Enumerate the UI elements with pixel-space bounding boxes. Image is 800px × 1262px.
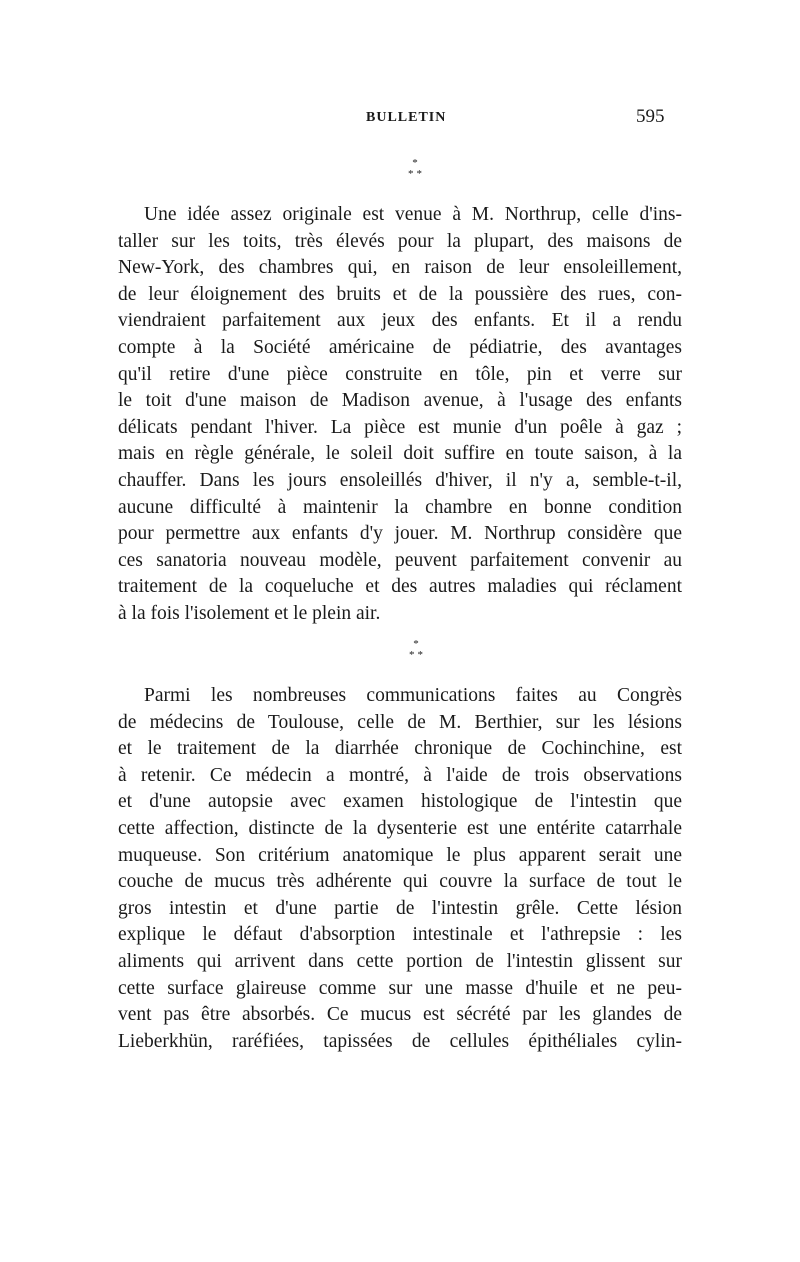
- text-line: gros intestin et d'une partie de l'intestin grêle. Cette lésion: [118, 897, 682, 919]
- text-line: aucune difficulté à maintenir la chambre en bonne condition: [118, 496, 682, 518]
- paragraph-berthier: [118, 683, 682, 1055]
- text-line: à retenir. Ce médecin a montré, à l'aide de trois observations: [118, 764, 682, 786]
- paragraph-northrup: [118, 202, 682, 628]
- text-line: explique le défaut d'absorption intestinale et l'athrepsie : les: [118, 924, 682, 946]
- text-line: viendraient parfaitement aux jeux des enfants. Et il a rendu: [118, 310, 682, 332]
- text-line: pour permettre aux enfants d'y jouer. M. Northrup considère que: [118, 523, 682, 545]
- text-line: ces sanatoria nouveau modèle, peuvent parfaitement convenir au: [118, 549, 682, 571]
- section-separator-asterism: [401, 639, 431, 663]
- text-line: Lieberkhün, raréfiées, tapissées de cellules épithéliales cylin-: [118, 1030, 682, 1052]
- running-header: BULLETIN: [366, 110, 447, 125]
- asterism-bottom: **: [408, 168, 425, 180]
- text-line: taller sur les toits, très élevés pour la plupart, des maisons de: [118, 230, 682, 252]
- text-line: New-York, des chambres qui, en raison de leur ensoleillement,: [118, 257, 682, 279]
- page-number: 595: [636, 106, 665, 127]
- asterism-bottom: **: [409, 649, 426, 661]
- text-line: le toit d'une maison de Madison avenue, à l'usage des enfants: [118, 390, 682, 412]
- text-line: de médecins de Toulouse, celle de M. Berthier, sur les lésions: [118, 711, 682, 733]
- text-line: muqueuse. Son critérium anatomique le plus apparent serait une: [118, 844, 682, 866]
- text-line: cette affection, distincte de la dysenterie est une entérite catarrhale: [118, 817, 682, 839]
- asterism-top: *: [413, 638, 419, 650]
- text-line: qu'il retire d'une pièce construite en tôle, pin et verre sur: [118, 363, 682, 385]
- text-line: Une idée assez originale est venue à M. Northrup, celle d'ins-: [144, 204, 682, 225]
- text-line: chauffer. Dans les jours ensoleillés d'hiver, il n'y a, semble-t-il,: [118, 469, 682, 491]
- text-line: compte à la Société américaine de pédiatrie, des avantages: [118, 336, 682, 358]
- text-line: mais en règle générale, le soleil doit suffire en toute saison, à la: [118, 443, 682, 465]
- text-line: aliments qui arrivent dans cette portion de l'intestin glissent sur: [118, 950, 682, 972]
- section-separator-asterism: [400, 158, 430, 182]
- text-line: délicats pendant l'hiver. La pièce est munie d'un poêle à gaz ;: [118, 416, 682, 438]
- text-line: cette surface glaireuse comme sur une masse d'huile et ne peu-: [118, 977, 682, 999]
- text-line: vent pas être absorbés. Ce mucus est sécrété par les glandes de: [118, 1004, 682, 1026]
- text-line: et d'une autopsie avec examen histologique de l'intestin que: [118, 791, 682, 813]
- text-line: Parmi les nombreuses communications faites au Congrès: [144, 685, 682, 706]
- text-line: et le traitement de la diarrhée chronique de Cochinchine, est: [118, 738, 682, 760]
- asterism-top: *: [412, 157, 418, 169]
- text-line: couche de mucus très adhérente qui couvre la surface de tout le: [118, 871, 682, 893]
- text-line: traitement de la coqueluche et des autres maladies qui réclament: [118, 576, 682, 598]
- text-line: à la fois l'isolement et le plein air.: [118, 602, 381, 624]
- text-line: de leur éloignement des bruits et de la poussière des rues, con-: [118, 283, 682, 305]
